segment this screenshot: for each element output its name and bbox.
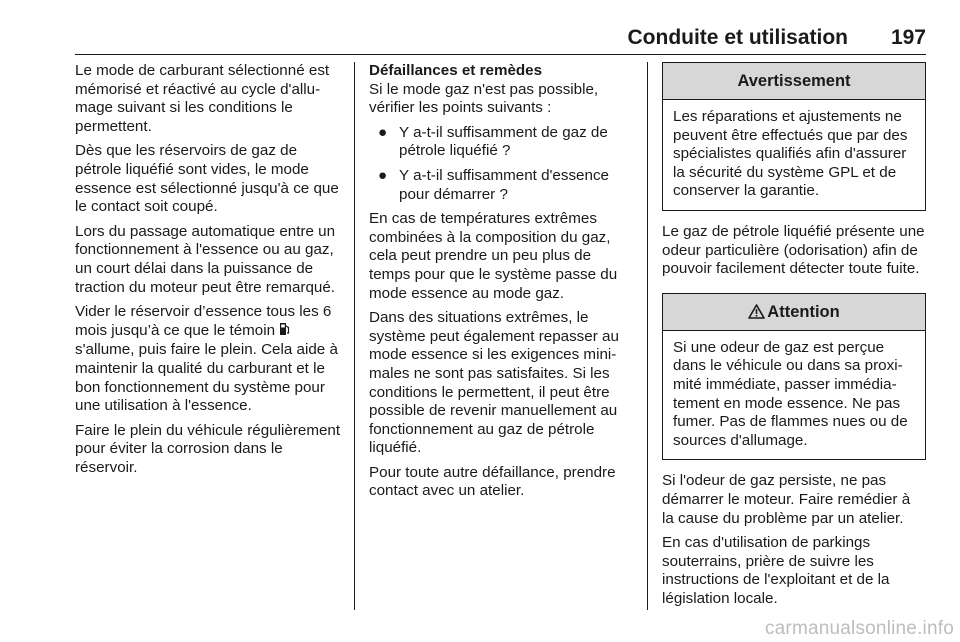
bullet-icon: ● xyxy=(378,123,388,141)
column-divider xyxy=(354,62,355,610)
paragraph xyxy=(75,303,343,416)
paragraph: En cas de températures extrêmes combinées à la composition du gaz, cela peut prendre un peu plus de temps pour que le système passe du mode essence au mode gaz. xyxy=(369,210,618,302)
chapter-title: Conduite et utilisation xyxy=(627,26,848,49)
paragraph: Le gaz de pétrole liquéfié présente une odeur particulière (odorisation) afin de pouvoir facilement détecter toute fuite. xyxy=(662,222,925,278)
paragraph: Si l'odeur de gaz persiste, ne pas démarrer le moteur. Faire remédier à la cause du problème par un atelier. xyxy=(662,472,911,527)
caution-box-header xyxy=(663,294,925,331)
page-number: 197 xyxy=(890,26,926,49)
column-right xyxy=(662,62,926,614)
bullet-icon: ● xyxy=(378,166,388,184)
caution-box-body: Si une odeur de gaz est perçue dans le véhicule ou dans sa proximité immédiate, passer immédiatement en mode essence. Ne pas fumer. Pas de flammes nues ou de sources d'allumage. xyxy=(673,338,908,449)
page-header xyxy=(75,26,926,52)
header-rule xyxy=(75,54,926,55)
column-left xyxy=(75,62,343,483)
bullet-list xyxy=(369,124,634,204)
column-middle xyxy=(369,62,634,507)
watermark: carmanualsonline.info xyxy=(764,618,954,639)
warning-box-title: Avertissement xyxy=(663,63,925,100)
section-heading: Défaillances et remèdes xyxy=(369,62,543,79)
paragraph: Faire le plein du véhicule régulièrement pour éviter la corrosion dans le réservoir. xyxy=(75,421,341,476)
list-item-text: Y a-t-il suffisamment de gaz de pétrole liquéfié ? xyxy=(399,123,608,160)
paragraph-text: Vider le réservoir d’essence tous les 6 mois jusqu’à ce que le témoin xyxy=(75,303,332,339)
paragraph: Le mode de carburant sélectionné est mémorisé et réactivé au cycle d'allumage suivant si les conditions le permettent. xyxy=(75,62,330,135)
warning-box xyxy=(662,62,926,211)
warning-triangle-icon xyxy=(748,296,765,332)
paragraph: Lors du passage automatique entre un fonctionnement à l'essence ou au gaz, un court délai dans la puissance de traction du moteur peut être remarqué. xyxy=(75,222,336,296)
fuel-lamp-icon xyxy=(279,322,290,342)
column-divider xyxy=(647,62,648,610)
list-item xyxy=(369,124,634,161)
paragraph: Si le mode gaz n'est pas possible, vérifier les points suivants : xyxy=(369,80,599,117)
warning-box-body: Les réparations et ajustements ne peuvent être effectués que par des spécialistes qualifiés afin d'assurer la sécurité du système GPL et de conserver la garantie. xyxy=(673,108,908,200)
caution-box xyxy=(662,293,926,461)
paragraph: Dès que les réservoirs de gaz de pétrole liquéfié sont vides, le mode essence est sélectionné jusqu'à ce que le contact soit coupé. xyxy=(75,142,339,216)
paragraph-text: s'allume, puis faire le plein. Cela aide à maintenir la qualité du carburant et le bon fonctionnement du système pour une utilisation à l'essence. xyxy=(75,341,338,415)
list-item-text: Y a-t-il suffisamment d'essence pour démarrer ? xyxy=(399,166,609,203)
list-item xyxy=(369,167,634,204)
paragraph: En cas d'utilisation de parkings souterrains, prière de suivre les instructions de l'exploitant et de la législation locale. xyxy=(662,534,890,607)
caution-box-title: Attention xyxy=(767,302,840,321)
paragraph: Pour toute autre défaillance, prendre contact avec un atelier. xyxy=(369,463,616,500)
paragraph: Dans des situations extrêmes, le système peut également repasser au mode essence si les exigences minimales ne sont pas satisfaites. Si les conditions le permettent, il peut être possible de revenir manuellement au fonctionnement au gaz de pétrole liquéfié. xyxy=(369,309,619,457)
